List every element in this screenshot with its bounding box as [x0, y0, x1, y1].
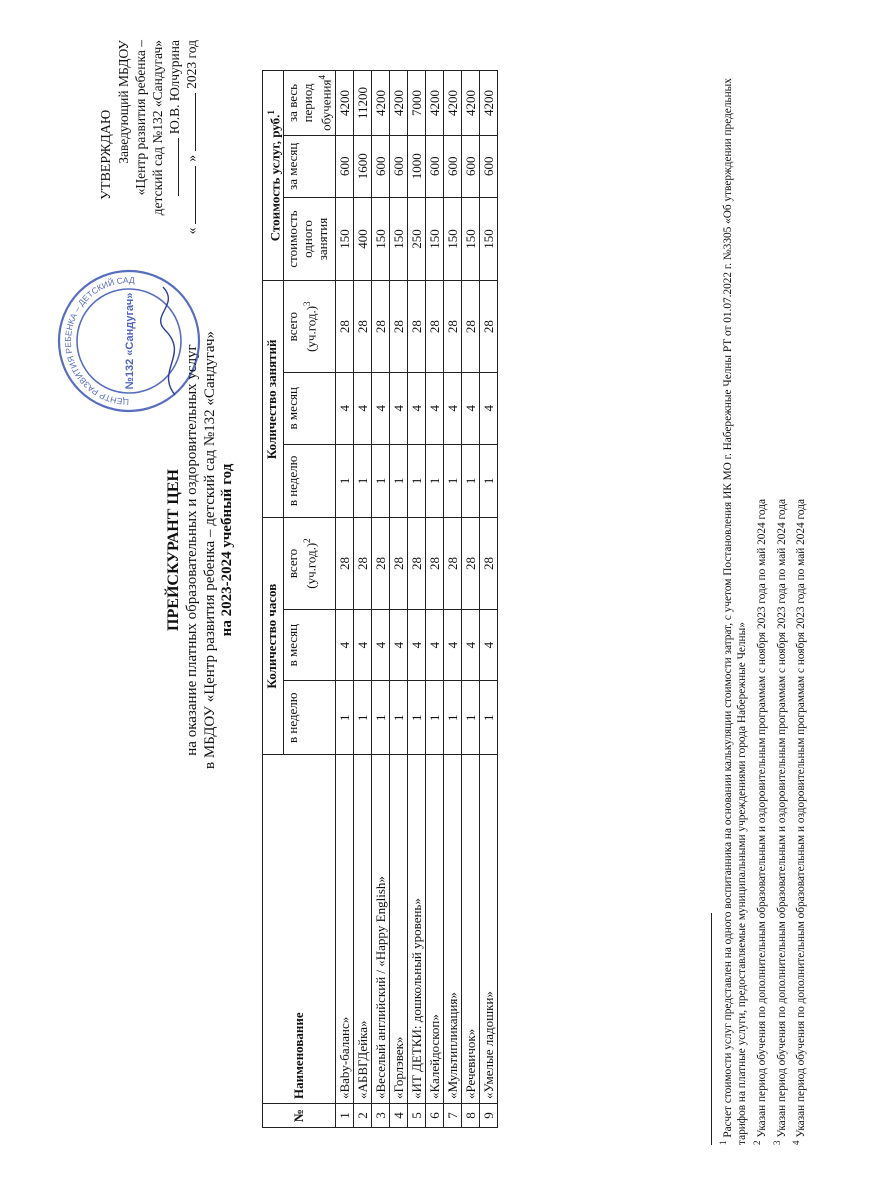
- cell-c1: 150: [371, 197, 389, 281]
- table-row: [461, 71, 479, 1128]
- stamp-ring-text: ЦЕНТР РАЗВИТИЯ РЕБЕНКА – ДЕТСКИЙ САД: [62, 274, 135, 408]
- cell-ht: 28: [425, 518, 443, 610]
- cell-name: «Мультипликация»: [443, 755, 461, 1104]
- cell-ht: 28: [407, 518, 425, 610]
- table-row: [389, 71, 407, 1128]
- footnote-text: Указан период обучения по дополнительным образовательным и оздоровительным программам с ноября 2023 года по май 2024 года: [795, 499, 808, 1138]
- cell-name: «Речевичок»: [461, 755, 479, 1104]
- cell-cm: 600: [389, 135, 407, 197]
- cell-lt: 28: [461, 281, 479, 373]
- cell-c1: 150: [389, 197, 407, 281]
- header-hours-group: Количество часов: [263, 518, 284, 755]
- table-row: [407, 71, 425, 1128]
- title-main: ПРЕЙСКУРАНТ ЦЕН: [165, 469, 182, 631]
- cell-lw: 1: [461, 444, 479, 518]
- header-hours-month: в месяц: [284, 609, 335, 681]
- cell-name: «Калейдоскоп»: [425, 755, 443, 1104]
- cell-cm: 600: [335, 135, 353, 197]
- cell-lm: 4: [461, 372, 479, 444]
- header-lessons-total: [284, 281, 335, 373]
- cell-lm: 4: [425, 372, 443, 444]
- footnote-text: Указан период обучения по дополнительным образовательным и оздоровительным программам с ноября 2023 года по май 2024 года: [775, 499, 788, 1138]
- cell-lw: 1: [407, 444, 425, 518]
- cell-no: 3: [371, 1104, 389, 1128]
- price-table: [262, 70, 498, 1128]
- table-row: [443, 71, 461, 1128]
- cell-cp: 4200: [425, 71, 443, 136]
- cell-c1: 150: [443, 197, 461, 281]
- header-hours-total: [284, 518, 335, 610]
- cell-hm: 4: [335, 609, 353, 681]
- cell-c1: 150: [335, 197, 353, 281]
- approval-org-line2: детский сад №132 «Сандугач»: [150, 40, 165, 216]
- cell-cp: 4200: [479, 71, 497, 136]
- header-no: №: [263, 1104, 336, 1128]
- cell-lw: 1: [335, 444, 353, 518]
- cell-cp: 4200: [389, 71, 407, 136]
- title-year: на 2023-2024 учебный год: [219, 463, 235, 637]
- document-title: [165, 50, 236, 1050]
- header-hours-total-label: всего (уч.год.): [285, 542, 319, 589]
- cell-c1: 400: [353, 197, 371, 281]
- cell-no: 2: [353, 1104, 371, 1128]
- cell-cm: 600: [461, 135, 479, 197]
- cell-lt: 28: [479, 281, 497, 373]
- cell-hm: 4: [353, 609, 371, 681]
- cell-lm: 4: [443, 372, 461, 444]
- cell-name: «Горлэвек»: [389, 755, 407, 1104]
- footnote-mark: 4: [791, 1140, 802, 1145]
- footnote-text: Указан период обучения по дополнительным образовательным и оздоровительным программам с ноября 2023 года по май 2024 года: [755, 499, 768, 1138]
- cell-no: 8: [461, 1104, 479, 1128]
- cell-hm: 4: [389, 609, 407, 681]
- footnote-mark: 2: [751, 1140, 762, 1145]
- table-header-row: [263, 71, 284, 1128]
- cell-lw: 1: [443, 444, 461, 518]
- header-lessons-total-label: всего (уч.год.): [285, 305, 319, 352]
- cell-cp: 4200: [443, 71, 461, 136]
- footnote-item: [716, 45, 749, 1145]
- header-lessons-month: в месяц: [284, 372, 335, 444]
- cell-name: «ИТ ДЕТКИ: дошкольный уровень»: [407, 755, 425, 1104]
- cell-cp: 7000: [407, 71, 425, 136]
- cell-hw: 1: [389, 681, 407, 755]
- table-row: [335, 71, 353, 1128]
- cell-ht: 28: [389, 518, 407, 610]
- cell-hw: 1: [407, 681, 425, 755]
- cell-hm: 4: [443, 609, 461, 681]
- cell-hm: 4: [479, 609, 497, 681]
- cell-ht: 28: [335, 518, 353, 610]
- footnote-mark: 1: [718, 1140, 728, 1145]
- cell-c1: 250: [407, 197, 425, 281]
- header-cost-one: стоимость одного занятия: [284, 197, 335, 281]
- cell-lw: 1: [389, 444, 407, 518]
- cell-lt: 28: [353, 281, 371, 373]
- cell-lt: 28: [425, 281, 443, 373]
- cell-hw: 1: [353, 681, 371, 755]
- cell-ht: 28: [353, 518, 371, 610]
- cell-hw: 1: [371, 681, 389, 755]
- footnote-ref-4: 4: [317, 75, 328, 80]
- cell-ht: 28: [443, 518, 461, 610]
- cell-cm: 600: [443, 135, 461, 197]
- title-sub1: на оказание платных образовательных и оздоровительных услуг: [184, 344, 200, 756]
- cell-no: 7: [443, 1104, 461, 1128]
- title-sub2: в МБДОУ «Центр развития ребенка – детский сад №132 «Сандугач»: [202, 330, 218, 770]
- date-quote-close: »: [184, 154, 199, 162]
- cell-lm: 4: [479, 372, 497, 444]
- cell-lm: 4: [371, 372, 389, 444]
- cell-hm: 4: [371, 609, 389, 681]
- header-cost-group: [263, 71, 284, 281]
- footnote-ref-3: 3: [302, 301, 313, 306]
- header-cost-period: [284, 71, 335, 136]
- cell-cm: 600: [479, 135, 497, 197]
- cell-no: 5: [407, 1104, 425, 1128]
- cell-c1: 150: [479, 197, 497, 281]
- cell-hm: 4: [461, 609, 479, 681]
- cell-lw: 1: [353, 444, 371, 518]
- cell-lm: 4: [407, 372, 425, 444]
- cell-ht: 28: [371, 518, 389, 610]
- cell-name: «Baby-баланс»: [335, 755, 353, 1104]
- footnote-ref-2: 2: [302, 538, 313, 543]
- cell-lt: 28: [389, 281, 407, 373]
- footnotes: [716, 45, 809, 1145]
- cell-hw: 1: [479, 681, 497, 755]
- date-quote-open: «: [184, 227, 199, 235]
- cell-lm: 4: [335, 372, 353, 444]
- cell-cm: 1600: [353, 135, 371, 197]
- approval-heading: УТВЕРЖДАЮ: [99, 109, 114, 200]
- cell-cm: 600: [371, 135, 389, 197]
- cell-lm: 4: [353, 372, 371, 444]
- header-lessons-group: Количество занятий: [263, 281, 284, 518]
- cell-hm: 4: [407, 609, 425, 681]
- table-row: [353, 71, 371, 1128]
- cell-ht: 28: [461, 518, 479, 610]
- table-row: [425, 71, 443, 1128]
- cell-ht: 28: [479, 518, 497, 610]
- cell-lw: 1: [371, 444, 389, 518]
- cell-c1: 150: [425, 197, 443, 281]
- header-name: Наименование: [263, 755, 336, 1104]
- approval-position: Заведующий МБДОУ: [116, 40, 131, 164]
- cell-lm: 4: [389, 372, 407, 444]
- stamp-center-text: №132 «Сандугач»: [124, 292, 136, 390]
- approval-year: 2023 год: [184, 40, 199, 89]
- cell-hm: 4: [425, 609, 443, 681]
- cell-lw: 1: [479, 444, 497, 518]
- cell-cm: 600: [425, 135, 443, 197]
- cell-no: 4: [389, 1104, 407, 1128]
- table-row: [479, 71, 497, 1128]
- footnote-item: [770, 45, 789, 1145]
- cell-name: «Веселый английский / «Happy English»: [371, 755, 389, 1104]
- footnote-mark: 3: [771, 1140, 782, 1145]
- header-hours-week: в неделю: [284, 681, 335, 755]
- cell-lt: 28: [335, 281, 353, 373]
- cell-hw: 1: [425, 681, 443, 755]
- cell-c1: 150: [461, 197, 479, 281]
- footnote-divider: [711, 913, 712, 1145]
- cell-cp: 4200: [335, 71, 353, 136]
- cell-lt: 28: [443, 281, 461, 373]
- cell-lt: 28: [407, 281, 425, 373]
- approval-org-line1: «Центр развития ребенка –: [133, 40, 148, 196]
- footnote-text: Расчет стоимости услуг представлен на одного воспитанника на основании калькуляции стоимости затрат, с учетом Постановления ИК МО г. Набережные Челны РТ от 01.07.2022 г. №3305 «Об утверждении предельных тарифов на платные услуги, предоставляемые муниципальными учреждениями города Набережные Челны»: [721, 78, 748, 1145]
- cell-hw: 1: [461, 681, 479, 755]
- header-cost-month: за месяц: [284, 135, 335, 197]
- cell-hw: 1: [335, 681, 353, 755]
- header-cost-period-label: за весь период обучения: [285, 79, 334, 131]
- header-lessons-week: в неделю: [284, 444, 335, 518]
- cell-no: 6: [425, 1104, 443, 1128]
- cell-name: «АБВГДейка»: [353, 755, 371, 1104]
- approval-signer: Ю.В. Юлчурина: [167, 40, 182, 135]
- cell-cp: 4200: [371, 71, 389, 136]
- footnote-item: [750, 45, 769, 1145]
- cell-lt: 28: [371, 281, 389, 373]
- footnote-item: [789, 45, 808, 1145]
- cell-no: 1: [335, 1104, 353, 1128]
- cell-cp: 11200: [353, 71, 371, 136]
- cell-cp: 4200: [461, 71, 479, 136]
- cell-name: «Умелые ладошки»: [479, 755, 497, 1104]
- cell-lw: 1: [425, 444, 443, 518]
- cell-no: 9: [479, 1104, 497, 1128]
- cell-hw: 1: [443, 681, 461, 755]
- table-row: [371, 71, 389, 1128]
- header-cost-label: Стоимость услуг, руб.: [267, 114, 283, 242]
- cell-cm: 1000: [407, 135, 425, 197]
- footnote-ref-1: 1: [266, 110, 276, 115]
